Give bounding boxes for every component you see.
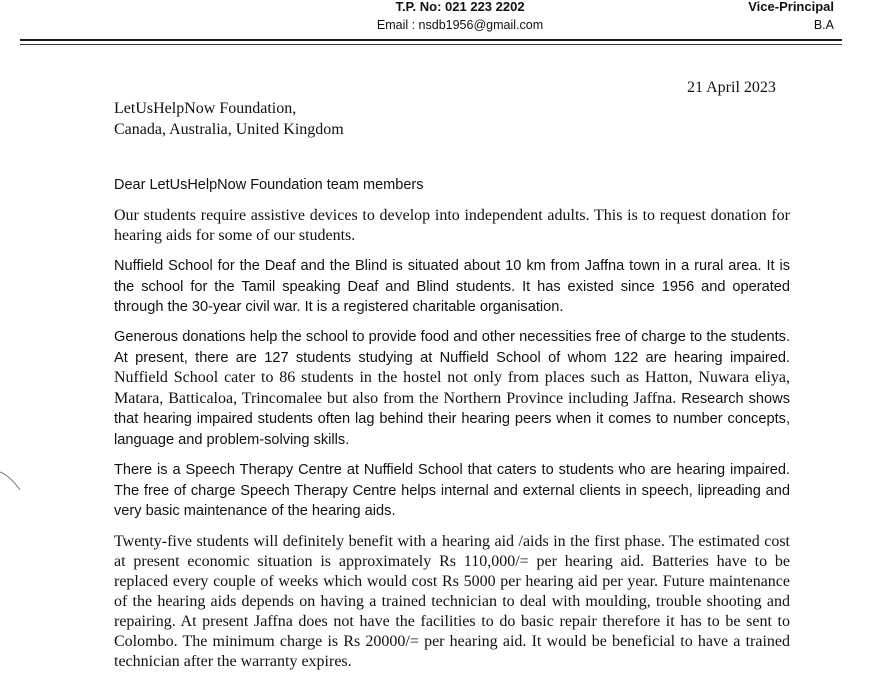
letterhead-qualification: B.A xyxy=(813,18,834,32)
paragraph-school-info: Nuffield School for the Deaf and the Blind is situated about 10 km from Jaffna town in a rural area. It is the school for the Tamil speaking Deaf and Blind students. It has existed since 1956 and operated through the 30-year civil war. It is a registered charitable organisation. xyxy=(114,258,790,315)
letterhead-contact xyxy=(330,0,590,34)
letterhead-email: Email : nsdb1956@gmail.com xyxy=(376,18,544,32)
recipient-name: LetUsHelpNow Foundation, xyxy=(114,100,297,117)
letterhead-rule xyxy=(20,39,842,41)
letterhead-phone: T.P. No: 021 223 2202 xyxy=(395,0,525,14)
paragraph-donations xyxy=(114,327,790,450)
letterhead-rule-thin xyxy=(20,44,842,45)
paragraph-speech-therapy: There is a Speech Therapy Centre at Nuffield School that caters to students who are hearing impaired. The free of charge Speech Therapy Centre helps internal and external clients in speech, lipreading and very basic maintenance of the hearing aids. xyxy=(114,462,790,519)
letter-date: 21 April 2023 xyxy=(687,79,776,96)
paragraph-hearing-aid-costs: Twenty-five students will definitely benefit with a hearing aid /aids in the first phase. The estimated cost at present economic situation is approximately Rs 110,000/= per hearing aid. Batteries have to be replaced every couple of weeks which would cost Rs 5000 per hearing aid per year. Future maintenance of the hearing aids depends on having a trained technician to deal with moulding, trouble shooting and repairing. At present Jaffna does not have the facilities to do basic repair therefore it has to be sent to Colombo. The minimum charge is Rs 20000/= per hearing aid. It would be beneficial to have a trained technician after the warranty expires. xyxy=(114,533,790,670)
margin-mark xyxy=(0,470,22,492)
paragraph-donations-part3: Research shows that hearing impaired students often lag behind their hearing peers when it comes to number concepts, language and problem-solving skills. xyxy=(114,390,790,448)
paragraph-donations-part1: Generous donations help the school to provide food and other necessities free of charge to the students. At present, there are 127 students studying at Nuffield School of whom 122 are hearing impaired. xyxy=(114,329,790,366)
letterhead-signatory xyxy=(748,0,834,34)
recipient-countries: Canada, Australia, United Kingdom xyxy=(114,121,344,138)
paragraph-donations-part2: Nuffield School cater to 86 students in the hostel not only from places such as Hatton, Nuwara eliya, Matara, Batticaloa, Trincomalee but also from the Northern Province including Jaffna. xyxy=(114,369,790,407)
paragraph-request: Our students require assistive devices to develop into independent adults. This is to request donation for hearing aids for some of our students. xyxy=(114,207,790,244)
salutation: Dear LetUsHelpNow Foundation team members xyxy=(114,177,424,193)
letterhead-title: Vice-Principal xyxy=(748,0,834,14)
recipient-address xyxy=(114,98,344,140)
